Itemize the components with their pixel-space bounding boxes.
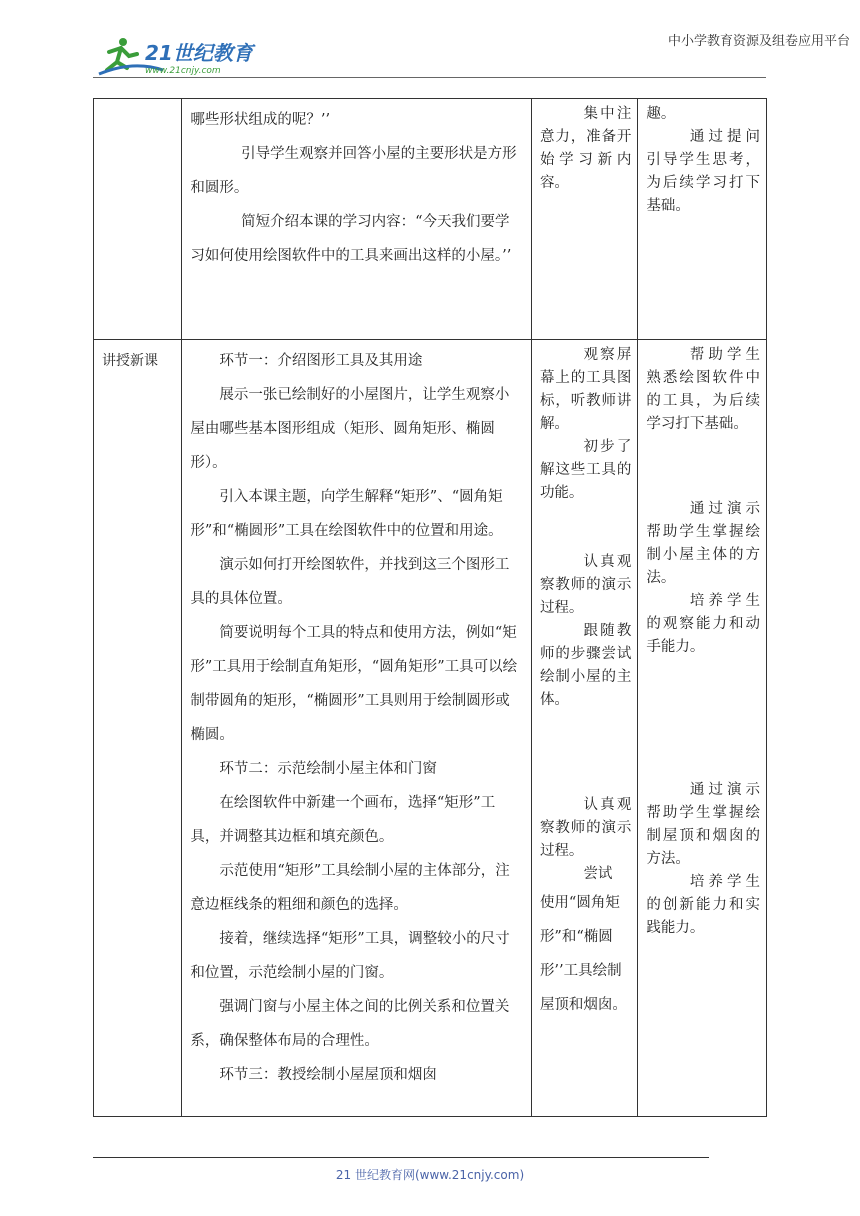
student-paragraph: 屋顶和烟囱。 bbox=[539, 997, 627, 1013]
intent-paragraph: 培养学生的观察能力和动手能力。 bbox=[646, 593, 760, 655]
footer-divider bbox=[93, 1157, 709, 1158]
svg-text:21世纪教育: 21世纪教育 bbox=[145, 41, 253, 65]
teacher-activity-cell bbox=[182, 99, 532, 340]
content-paragraph: 强调门窗与小屋主体之间的比例关系和位置关系，确保整体布局的合理性。 bbox=[190, 999, 510, 1049]
content-paragraph: 哪些形状组成的呢？’’ bbox=[190, 112, 331, 128]
student-activity-cell bbox=[531, 340, 637, 1117]
lesson-table bbox=[93, 98, 767, 1117]
intent-paragraph: 培养学生的创新能力和实践能力。 bbox=[646, 874, 760, 936]
student-paragraph: 认真观察教师的演示过程。 bbox=[539, 554, 632, 616]
student-paragraph: 形”和“椭圆 bbox=[539, 929, 613, 945]
student-paragraph: 观察屏幕上的工具图标，听教师讲解。 bbox=[539, 347, 632, 432]
content-paragraph: 环节三：教授绘制小屋屋顶和烟囱 bbox=[219, 1067, 437, 1083]
student-paragraph: 跟随教师的步骤尝试绘制小屋的主体。 bbox=[539, 623, 632, 708]
content-paragraph: 简短介绍本课的学习内容：“今天我们要学习如何使用绘图软件中的工具来画出这样的小屋。’’ bbox=[190, 214, 512, 264]
table-row bbox=[94, 340, 767, 1117]
student-paragraph: 认真观察教师的演示过程。 bbox=[539, 797, 632, 859]
section-cell bbox=[94, 340, 182, 1117]
content-paragraph: 环节一：介绍图形工具及其用途 bbox=[219, 353, 423, 369]
student-activity-cell bbox=[531, 99, 637, 340]
intent-paragraph: 趣。 bbox=[646, 106, 676, 122]
footer-text[interactable]: 21 世纪教育网(www.21cnjy.com) bbox=[335, 1168, 525, 1182]
intent-paragraph: 通过提问引导学生思考，为后续学习打下基础。 bbox=[646, 129, 760, 214]
design-intent-cell bbox=[638, 99, 767, 340]
content-paragraph: 展示一张已绘制好的小屋图片，让学生观察小屋由哪些基本图形组成（矩形、圆角矩形、椭圆形）。 bbox=[190, 387, 510, 471]
content-paragraph: 示范使用“矩形”工具绘制小屋的主体部分，注意边框线条的粗细和颜色的选择。 bbox=[190, 863, 510, 913]
platform-name: 中小学教育资源及组卷应用平台 bbox=[667, 34, 850, 49]
content-paragraph: 环节二：示范绘制小屋主体和门窗 bbox=[219, 761, 437, 777]
student-paragraph: 集中注意力，准备开始学习新内容。 bbox=[539, 106, 632, 191]
intent-paragraph: 通过演示帮助学生掌握绘制屋顶和烟囱的方法。 bbox=[646, 782, 760, 867]
section-label: 讲授新课 bbox=[102, 353, 158, 369]
page-header bbox=[93, 30, 766, 80]
content-paragraph: 在绘图软件中新建一个画布，选择“矩形”工具，并调整其边框和填充颜色。 bbox=[190, 795, 496, 845]
content-paragraph: 简要说明每个工具的特点和使用方法，例如“矩形”工具用于绘制直角矩形，“圆角矩形”工具可以绘制带圆角的矩形，“椭圆形”工具则用于绘制圆形或椭圆。 bbox=[190, 625, 518, 743]
student-paragraph: 尝试 bbox=[583, 866, 613, 882]
content-paragraph: 接着，继续选择“矩形”工具，调整较小的尺寸和位置，示范绘制小屋的门窗。 bbox=[190, 931, 510, 981]
content-paragraph: 引入本课主题，向学生解释“矩形”、“圆角矩形”和“椭圆形”工具在绘图软件中的位置和用途。 bbox=[190, 489, 503, 539]
section-label bbox=[94, 99, 181, 109]
teacher-activity-cell bbox=[182, 340, 532, 1117]
intent-paragraph: 通过演示帮助学生掌握绘制小屋主体的方法。 bbox=[646, 501, 760, 586]
student-paragraph: 使用“圆角矩 bbox=[539, 895, 620, 911]
section-cell bbox=[94, 99, 182, 340]
intent-paragraph: 帮助学生熟悉绘图软件中的工具，为后续学习打下基础。 bbox=[646, 347, 760, 432]
header-divider bbox=[93, 77, 766, 78]
design-intent-cell bbox=[638, 340, 767, 1117]
content-paragraph: 引导学生观察并回答小屋的主要形状是方形和圆形。 bbox=[190, 146, 517, 196]
content-paragraph: 演示如何打开绘图软件，并找到这三个图形工具的具体位置。 bbox=[190, 557, 510, 607]
brand-logo bbox=[93, 30, 263, 80]
table-row bbox=[94, 99, 767, 340]
svg-text:www.21cnjy.com: www.21cnjy.com bbox=[145, 66, 221, 76]
student-paragraph: 形’’工具绘制 bbox=[539, 963, 622, 979]
student-paragraph: 初步了解这些工具的功能。 bbox=[539, 439, 632, 501]
